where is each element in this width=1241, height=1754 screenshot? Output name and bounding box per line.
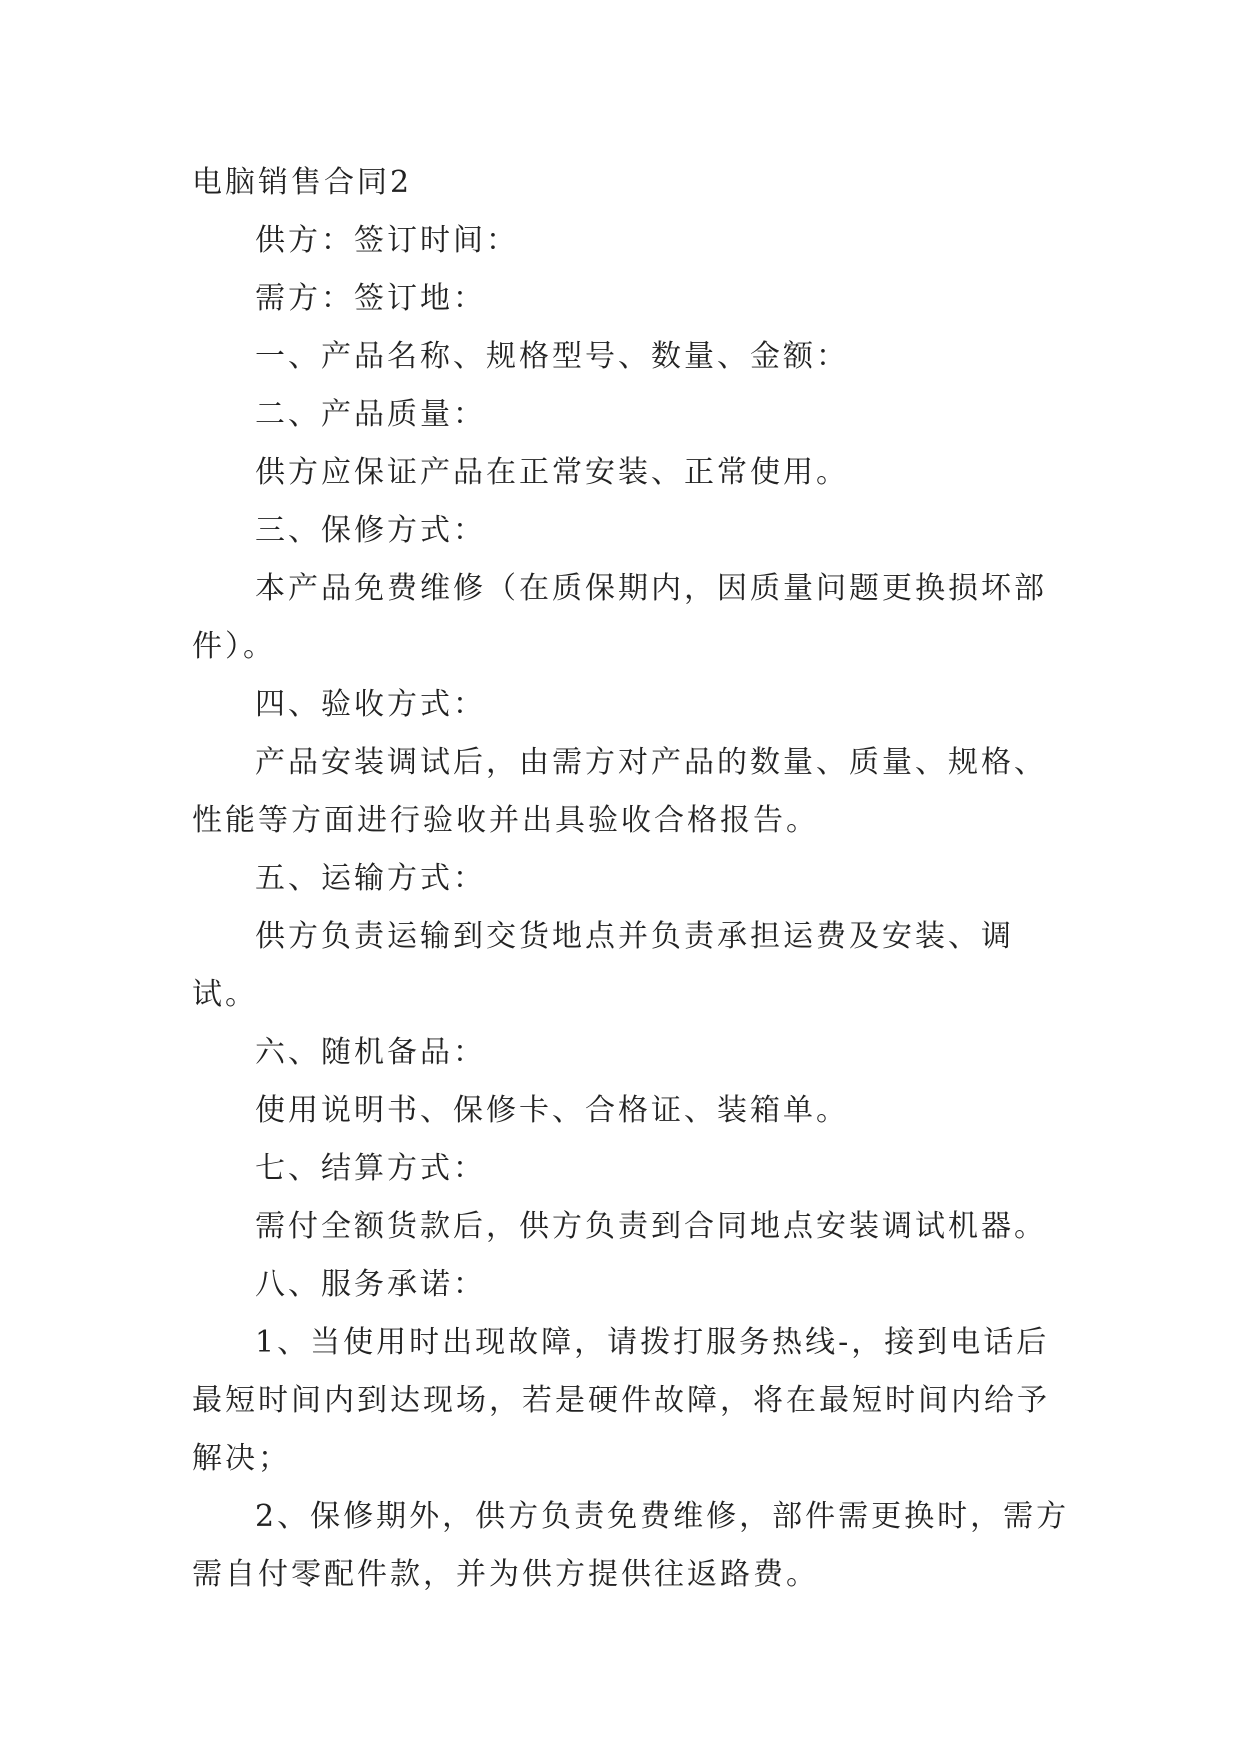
document-body — [192, 154, 1072, 1604]
section-heading-settlement: 七、结算方式： — [255, 1151, 486, 1186]
section-heading-product: 一、产品名称、规格型号、数量、金额： — [255, 339, 849, 374]
clause-service-1: 1、当使用时出现故障，请拨打服务热线-，接到电话后最短时间内到达现场，若是硬件故障，将在最短时间内给予解决； — [192, 1325, 1050, 1476]
clause-settlement: 需付全额货款后，供方负责到合同地点安装调试机器。 — [255, 1209, 1047, 1244]
section-heading-transport: 五、运输方式： — [255, 861, 486, 896]
section-heading-service: 八、服务承诺： — [255, 1267, 486, 1302]
section-heading-accessories: 六、随机备品： — [255, 1035, 486, 1070]
clause-service-2: 2、保修期外，供方负责免费维修，部件需更换时，需方需自付零配件款，并为供方提供往返路费。 — [192, 1499, 1070, 1592]
clause-acceptance: 产品安装调试后，由需方对产品的数量、质量、规格、性能等方面进行验收并出具验收合格报告。 — [192, 745, 1047, 838]
document-title: 电脑销售合同2 — [192, 165, 413, 200]
section-heading-quality: 二、产品质量： — [255, 397, 486, 432]
clause-supplier-sign-time: 供方：签订时间： — [255, 223, 519, 258]
clause-accessories: 使用说明书、保修卡、合格证、装箱单。 — [255, 1093, 849, 1128]
clause-quality: 供方应保证产品在正常安装、正常使用。 — [255, 455, 849, 490]
clause-warranty: 本产品免费维修（在质保期内，因质量问题更换损坏部件）。 — [192, 571, 1047, 664]
section-heading-warranty: 三、保修方式： — [255, 513, 486, 548]
section-heading-acceptance: 四、验收方式： — [255, 687, 486, 722]
clause-transport: 供方负责运输到交货地点并负责承担运费及安装、调试。 — [192, 919, 1014, 1012]
clause-buyer-sign-place: 需方：签订地： — [255, 281, 486, 316]
